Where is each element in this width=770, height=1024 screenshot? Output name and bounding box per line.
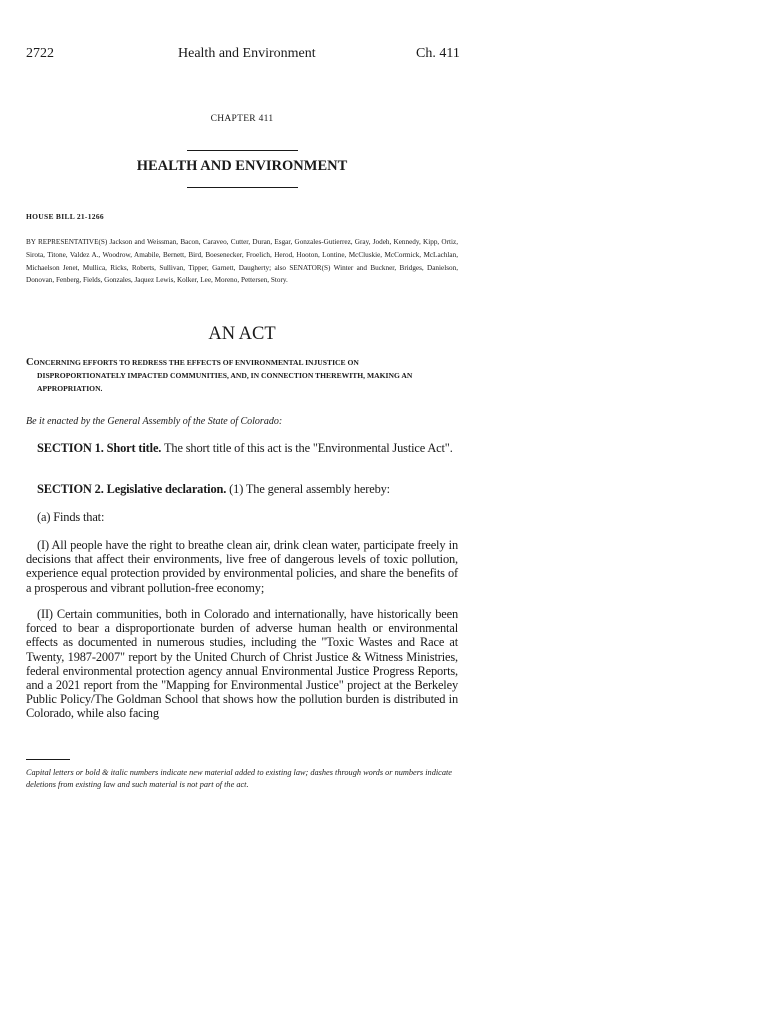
paragraph-a (26, 510, 458, 524)
act-heading: AN ACT (208, 324, 276, 344)
section-1-heading: SECTION 1. Short title. (37, 441, 162, 455)
act-title-line-2: DISPROPORTIONATELY IMPACTED COMMUNITIES, AND, IN CONNECTION THEREWITH, MAKING AN (37, 371, 413, 380)
act-title-initial: C (26, 357, 34, 368)
title-rule-bottom (187, 187, 298, 188)
section-2-heading: SECTION 2. Legislative declaration. (37, 482, 227, 496)
title-rule-top (187, 150, 298, 151)
section-2-text: (1) The general assembly hereby: (226, 482, 390, 496)
paragraph-ii (26, 607, 458, 721)
act-title-line-3: APPROPRIATION. (37, 384, 103, 393)
page-number: 2722 (26, 46, 54, 61)
act-title-line-1: ONCERNING EFFORTS TO REDRESS THE EFFECTS OF ENVIRONMENTAL INJUSTICE ON (33, 358, 359, 367)
paragraph-a-text: (a) Finds that: (37, 510, 105, 524)
bill-number: HOUSE BILL 21-1266 (26, 212, 104, 221)
enacting-clause: Be it enacted by the General Assembly of the State of Colorado: (26, 416, 283, 427)
footnote: Capital letters or bold & italic numbers indicate new material added to existing law; dashes through words or numbers indicate deletions from existing law and such material is not part of the act. (26, 768, 452, 789)
footnote-rule (26, 759, 70, 760)
sponsors-list: BY REPRESENTATIVE(S) Jackson and Weissman, Bacon, Caraveo, Cutter, Duran, Esgar, Gonzales-Gutierrez, Gray, Jodeh, Kennedy, Kipp, Ortiz, Sirota, Titone, Valdez A., Woodrow, Amabile, Bernett, Bird, Boesenecker, Froelich, Herod, Hooton, Lontine, McCluskie, McCormick, McLachlan, Michaelson Jenet, Mullica, Ricks, Roberts, Sullivan, Tipper, Garnett, Daugherty; also SENATOR(S) Winter and Buckner, Bridges, Danielson, Donovan, Fenberg, Fields, Gonzales, Jaquez Lewis, Kolker, Lee, Moreno, Pettersen, Story. (26, 238, 458, 285)
chapter-title: HEALTH AND ENVIRONMENT (136, 158, 348, 174)
chapter-reference: Ch. 411 (416, 46, 460, 61)
chapter-label: CHAPTER 411 (210, 114, 274, 124)
paragraph-i-text: (I) All people have the right to breathe clean air, drink clean water, participate freely in decisions that affect their environments, live free of dangerous levels of toxic pollution, experience equal protection provided by environmental policies, and share the benefits of a prosperous and vibrant pollution-free economy; (26, 538, 458, 595)
paragraph-i (26, 538, 458, 595)
paragraph-ii-text: (II) Certain communities, both in Colorado and internationally, have historically been forced to bear a disproportionate burden of adverse human health or environmental effects as documented in numerous studies, including the "Toxic Wastes and Race at Twenty, 1987-2007" report by the United Church of Christ Justice & Witness Ministries, federal environmental protection agency annual Environmental Justice Progress Reports, and a 2021 report from the "Mapping for Environmental Justice" project at the Berkeley Public Policy/The Goldman School that shows how the pollution burden is distributed in Colorado, while also facing (26, 607, 458, 721)
act-title (26, 356, 458, 395)
section-1-text: The short title of this act is the "Environmental Justice Act". (161, 441, 453, 455)
running-title: Health and Environment (178, 46, 316, 61)
section-1 (26, 441, 458, 455)
section-2 (26, 482, 458, 496)
